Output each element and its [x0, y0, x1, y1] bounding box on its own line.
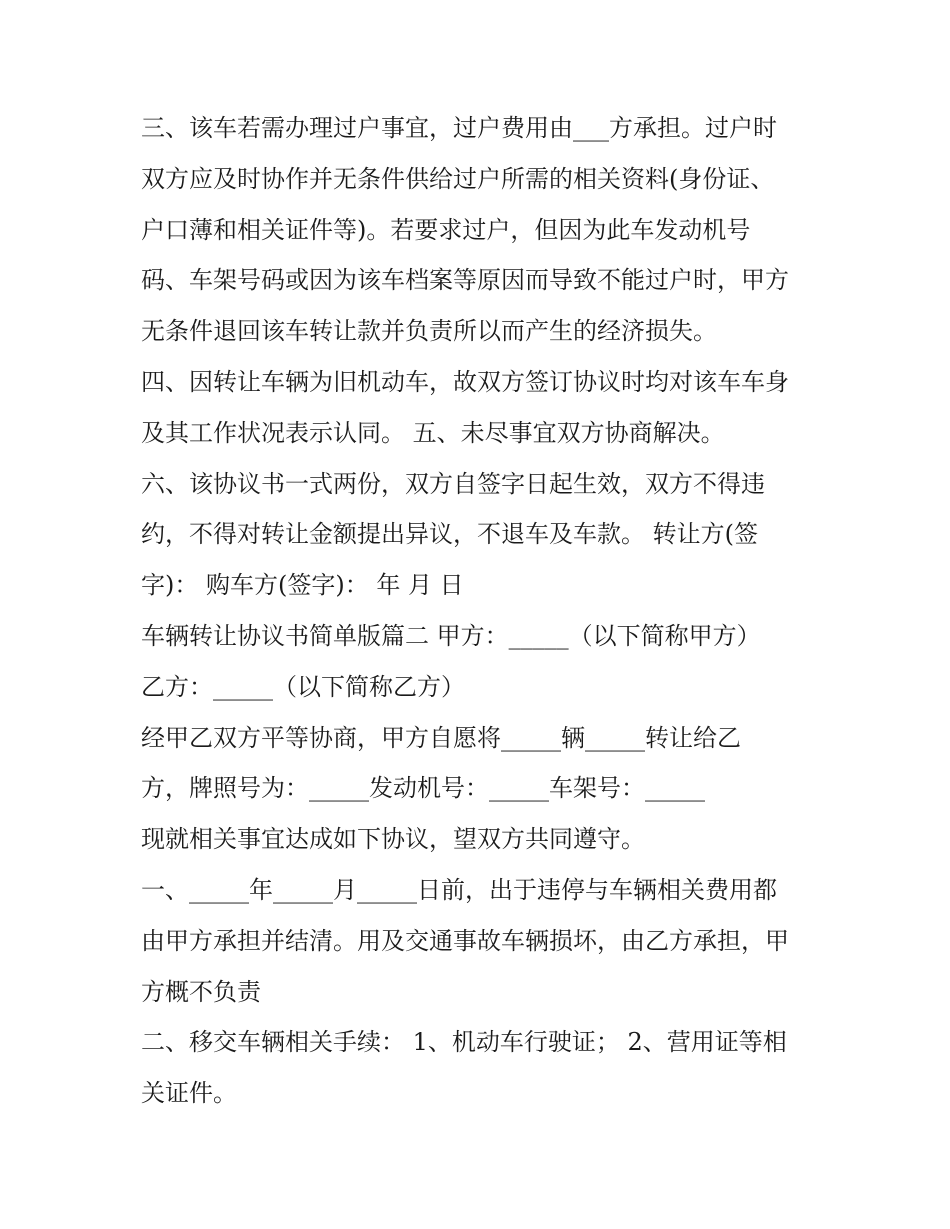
text-line: 一、_____年_____月_____日前，出于违停与车辆相关费用都 — [141, 875, 777, 904]
text-line: 六、该协议书一式两份，双方自签字日起生效，双方不得违 — [141, 469, 765, 498]
text-line: 关证件。 — [141, 1079, 237, 1108]
text-line: 户口薄和相关证件等)。若要求过户，但因为此车发动机号 — [141, 215, 751, 244]
text-line: 约，不得对转让金额提出异议，不退车及车款。 转让方(签 — [141, 520, 758, 549]
text-line: 码、车架号码或因为该车档案等原因而导致不能过户时，甲方 — [141, 266, 789, 295]
text-line: 四、因转让车辆为旧机动车，故双方签订协议时均对该车车身 — [141, 367, 789, 396]
text-line: 三、该车若需办理过户事宜，过户费用由___方承担。过户时 — [141, 114, 777, 142]
text-line: 字)： 购车方(签字)： 年 月 日 — [141, 571, 464, 600]
text-line: 及其工作状况表示认同。 五、未尽事宜双方协商解决。 — [141, 418, 725, 447]
text-line: 无条件退回该车转让款并负责所以而产生的经济损失。 — [141, 317, 717, 346]
text-line: 车辆转让协议书简单版篇二 甲方：_____（以下简称甲方） — [141, 621, 761, 650]
text-line: 双方应及时协作并无条件供给过户所需的相关资料(身份证、 — [141, 164, 775, 193]
text-line: 现就相关事宜达成如下协议，望双方共同遵守。 — [141, 825, 645, 854]
text-line: 方概不负责 — [141, 977, 261, 1006]
text-line: 二、移交车辆相关手续： 1、机动车行驶证； 2、营用证等相 — [141, 1028, 787, 1057]
document-body — [141, 103, 821, 1119]
text-line: 方，牌照号为：_____发动机号：_____车架号：_____ — [141, 774, 705, 803]
text-line: 乙方：_____（以下简称乙方） — [141, 672, 465, 701]
text-line: 由甲方承担并结清。用及交通事故车辆损坏，由乙方承担，甲 — [141, 926, 789, 955]
text-line: 经甲乙双方平等协商，甲方自愿将_____辆_____转让给乙 — [141, 723, 741, 752]
